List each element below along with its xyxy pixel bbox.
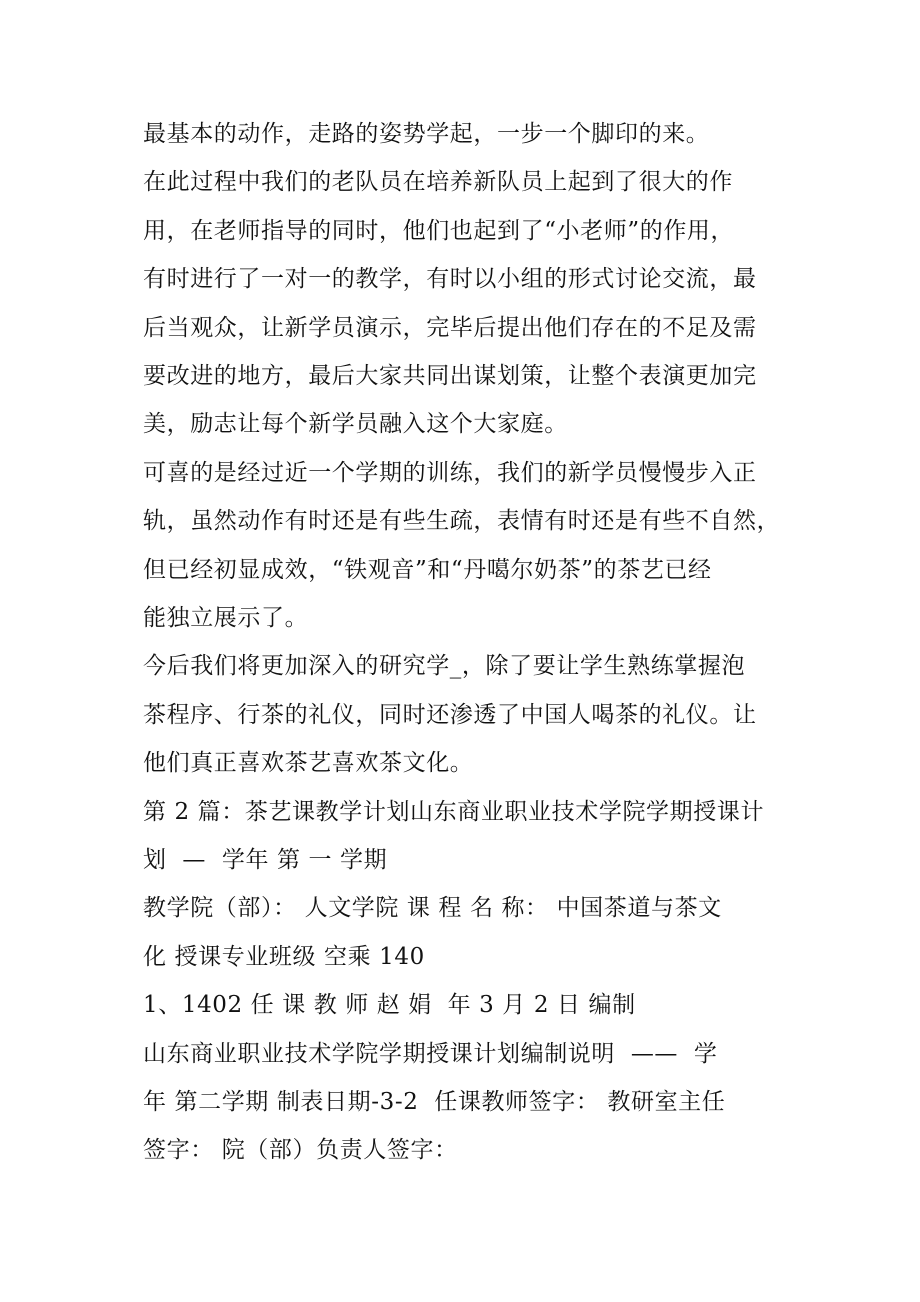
text-line: 第 2 篇：茶艺课教学计划山东商业职业技术学院学期授课计 xyxy=(143,799,765,825)
text-line: 年 第二学期 制表日期-3-2 任课教师签字： 教研室主任 xyxy=(143,1089,726,1115)
text-line: 轨，虽然动作有时还是有些生疏，表情有时还是有些不自然， xyxy=(143,508,781,534)
text-line: 茶程序、行茶的礼仪，同时还渗透了中国人喝茶的礼仪。让 xyxy=(143,702,757,728)
text-line: 在此过程中我们的老队员在培养新队员上起到了很大的作 xyxy=(143,169,733,195)
text-line: 能独立展示了。 xyxy=(143,605,309,631)
text-line: 要改进的地方，最后大家共同出谋划策，让整个表演更加完 xyxy=(143,363,757,389)
text-line: 有时进行了一对一的教学，有时以小组的形式讨论交流，最 xyxy=(143,266,757,292)
text-line: 后当观众，让新学员演示，完毕后提出他们存在的不足及需 xyxy=(143,315,757,341)
text-line: 教学院（部）： 人文学院 课 程 名 称： 中国茶道与茶文 xyxy=(143,895,722,921)
text-line: 他们真正喜欢茶艺喜欢茶文化。 xyxy=(143,750,474,776)
text-line: 但已经初显成效，“铁观音”和“丹噶尔奶茶”的茶艺已经 xyxy=(143,557,712,583)
text-line: 1、1402 任 课 教 师 赵 娟 年 3 月 2 日 编制 xyxy=(143,992,636,1018)
text-line: 化 授课专业班级 空乘 140 xyxy=(143,944,425,970)
text-line: 可喜的是经过近一个学期的训练，我们的新学员慢慢步入正 xyxy=(143,460,757,486)
text-line: 美，励志让每个新学员融入这个大家庭。 xyxy=(143,411,568,437)
text-line: 签字： 院（部）负责人签字： xyxy=(143,1137,458,1163)
text-line: 最基本的动作，走路的姿势学起，一步一个脚印的来。 xyxy=(143,121,710,147)
text-line: 用，在老师指导的同时，他们也起到了“小老师”的作用， xyxy=(143,218,735,244)
text-line: 今后我们将更加深入的研究学_，除了要让学生熟练掌握泡 xyxy=(143,653,746,679)
text-line: 山东商业职业技术学院学期授课计划编制说明 —— 学 xyxy=(143,1041,718,1067)
text-line: 划 — 学年 第 一 学期 xyxy=(143,847,388,873)
